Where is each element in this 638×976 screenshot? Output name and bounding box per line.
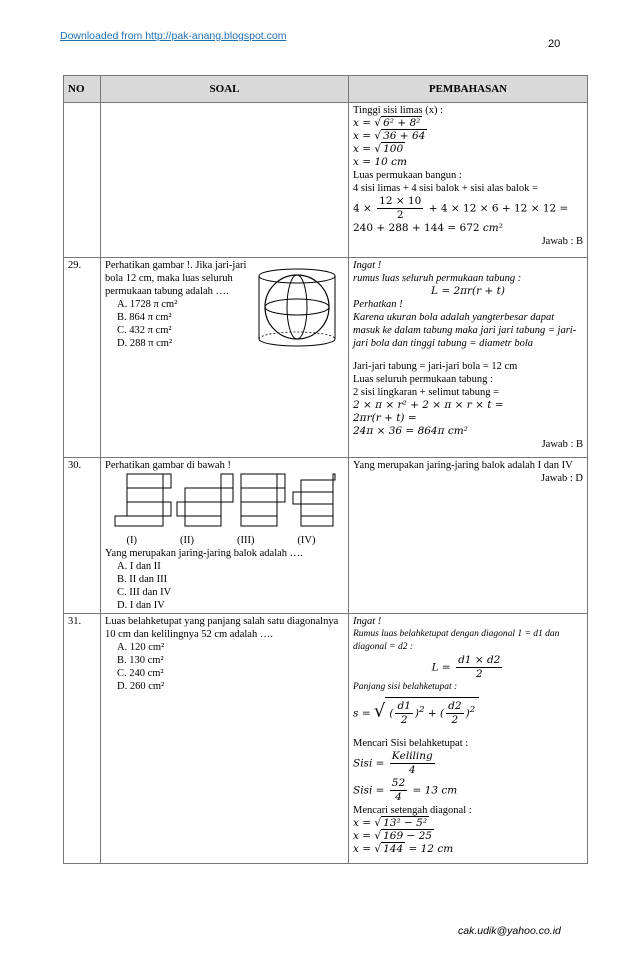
math-line: 𝑥 = √ 6² + 8² (353, 117, 421, 129)
qa-table (63, 75, 588, 864)
option-b: B. 130 cm² (117, 655, 164, 666)
net-labels (105, 534, 337, 547)
table-header-row (64, 76, 588, 103)
header-pembahasan: PEMBAHASAN (349, 76, 588, 103)
math-line: 𝑥 = √ 169 − 25 (353, 830, 432, 842)
option-d: D. I dan IV (117, 600, 165, 611)
answer-label: Jawab : B (541, 439, 583, 450)
label-iv: (IV) (297, 535, 316, 546)
page-number: 20 (548, 38, 561, 50)
footer-email[interactable]: cak.udik@yahoo.co.id (458, 925, 561, 937)
no-cell: 29. (64, 258, 101, 458)
area-formula: 𝐿 = $\frac{\text{𝑑1 × 𝑑2}}{2}$ (431, 654, 501, 680)
table-row (64, 258, 588, 458)
rumus-label: Rumus luas belahketupat dengan diagonal 1 = d1 dan diagonal = d2 : (353, 629, 560, 652)
option-c: C. 240 cm² (117, 668, 164, 679)
option-a: A. 1728 π cm² (117, 299, 178, 310)
perhatikan-label: Perhatkan ! (353, 299, 403, 310)
option-a: A. I dan II (117, 561, 161, 572)
no-cell: 31. (64, 614, 101, 864)
text-line: Luas seluruh permukaan tabung : (353, 374, 493, 385)
text-line: 4 sisi limas + 4 sisi balok + sisi alas balok = (353, 183, 538, 194)
math-line: 𝑆𝑖𝑠𝑖 = $\frac{\text{𝐾𝑒𝑙𝑖𝑙𝑖𝑛𝑔}}{4}$ (353, 750, 433, 776)
option-b: B. II dan III (117, 574, 168, 585)
text-line: Mencari Sisi belahketupat : (353, 738, 469, 749)
math-line: 𝑥 = √ 13² − 5² (353, 817, 428, 829)
side-formula: 𝑠 = √ ( $\frac{\text{𝑑1}}{2}$ )$^2$ + ( $\frac{\text{𝑑2}}{2}$ )$^2$ (353, 697, 583, 729)
text-line: Mencari setengah diagonal : (353, 805, 472, 816)
text-line: 2 sisi lingkaran + selimut tabung = (353, 387, 499, 398)
answer-label: Jawab : D (541, 473, 583, 484)
soal-cell (101, 458, 349, 614)
math-line: 2 × 𝜋 × 𝑟² + 2 × 𝜋 × 𝑟 × 𝑡 = (353, 399, 504, 411)
option-d: D. 288 π cm² (117, 338, 173, 349)
option-a: A. 120 cm² (117, 642, 165, 653)
nets-figure (105, 472, 337, 530)
math-line: 𝑥 = √ 36 + 64 (353, 130, 426, 142)
math-line: 240 + 288 + 144 = 672 𝑐𝑚² (353, 222, 503, 234)
label-ii: (II) (179, 535, 194, 546)
header-no: NO (64, 76, 101, 103)
math-line: 𝑥 = √ 100 (353, 143, 404, 155)
question-text: Perhatikan gambar !. Jika jari-jari bola 12 cm, maka luas seluruh permukaan tabung adalah …. (105, 260, 247, 297)
text-line: Tinggi sisi limas (x) : (353, 105, 444, 116)
question-text: Yang merupakan jaring-jaring balok adalah …. (105, 548, 303, 559)
text-line: Luas permukaan bangun : (353, 170, 462, 181)
ingat-label: Ingat ! (353, 616, 382, 627)
soal-cell (101, 614, 349, 864)
table-row (64, 458, 588, 614)
options-list (117, 560, 344, 612)
table-row (64, 614, 588, 864)
text-line: Jari-jari tabung = jari-jari bola = 12 cm (353, 361, 518, 372)
math-line: 𝑆𝑖𝑠𝑖 = $\frac{52}{4}$ = 13 𝑐𝑚 (353, 777, 458, 803)
option-b: B. 864 π cm² (117, 312, 172, 323)
answer-label: Jawab : B (541, 236, 583, 247)
no-cell: 30. (64, 458, 101, 614)
soal-cell (101, 258, 349, 458)
formula: 𝐿 = 2𝜋𝑟(𝑟 + 𝑡) (431, 285, 505, 297)
option-d: D. 260 cm² (117, 681, 165, 692)
rumus-label: rumus luas seluruh permukaan tabung : (353, 273, 522, 284)
label-i: (I) (126, 535, 137, 546)
soal-cell (101, 103, 349, 258)
pembahasan-cell (349, 258, 588, 458)
header-link[interactable]: Downloaded from http://pak-anang.blogspot.com (60, 30, 287, 42)
table-row (64, 103, 588, 258)
ingat-label: Ingat ! (353, 260, 382, 271)
options-list (117, 641, 344, 693)
math-line: 24𝜋 × 36 = 864𝜋 𝑐𝑚² (353, 425, 468, 437)
option-c: C. III dan IV (117, 587, 172, 598)
math-line: 𝑥 = 10 𝑐𝑚 (353, 156, 407, 168)
math-line: 4 × $\frac{12 \times 10}{2}$ + 4 × 12 × 6 + 12 × 12 = (353, 195, 569, 221)
answer-text: Yang merupakan jaring-jaring balok adalah I dan IV (353, 460, 573, 471)
pembahasan-cell (349, 458, 588, 614)
pembahasan-cell (349, 614, 588, 864)
note-text: Karena ukuran bola adalah yangterbesar dapat masuk ke dalam tabung maka jari jari tabung = jari-jari bola dan tinggi tabung = diametr bola (353, 312, 577, 349)
question-text: Luas belahketupat yang panjang salah satu diagonalnya 10 cm dan kelilingnya 52 cm adalah …. (105, 616, 339, 640)
pembahasan-cell (349, 103, 588, 258)
header-soal: SOAL (101, 76, 349, 103)
math-line: 2𝜋𝑟(𝑟 + 𝑡) = (353, 412, 417, 424)
no-cell (64, 103, 101, 258)
panjang-label: Panjang sisi belahketupat : (353, 682, 458, 692)
label-iii: (III) (236, 535, 255, 546)
cylinder-sphere-figure (254, 267, 340, 349)
option-c: C. 432 π cm² (117, 325, 172, 336)
math-line: 𝑥 = √ 144 = 12 𝑐𝑚 (353, 843, 454, 855)
question-text: Perhatikan gambar di bawah ! (105, 460, 231, 471)
